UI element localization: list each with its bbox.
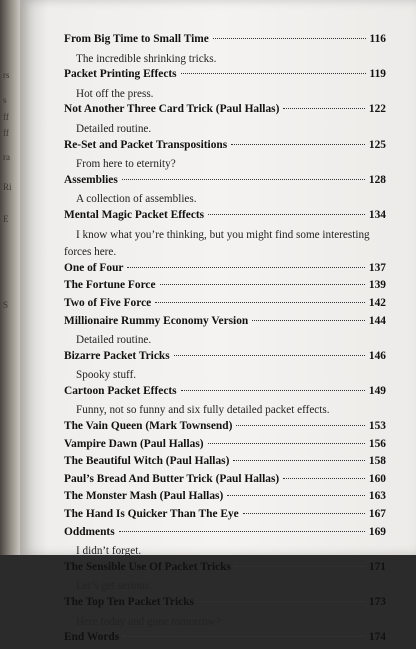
dot-leader (231, 144, 365, 145)
margin-mark: ff (3, 128, 9, 138)
dot-leader (198, 601, 365, 602)
page-number: 171 (368, 560, 386, 573)
margin-mark: E (3, 214, 9, 224)
toc-entry (64, 103, 386, 138)
entry-title: Assemblies (64, 173, 118, 186)
toc-line (64, 631, 386, 649)
dot-leader (174, 355, 365, 356)
margin-mark: rs (3, 70, 10, 80)
toc-entry (64, 508, 386, 526)
entry-title: Paul’s Bread And Butter Trick (Paul Hallas) (64, 472, 280, 485)
entry-description: The incredible shrinking tricks. (76, 52, 217, 65)
dot-leader (243, 513, 365, 514)
page-number: 116 (369, 33, 386, 45)
entry-title: Not Another Three Card Trick (Paul Hallas) (64, 103, 280, 116)
dot-leader (208, 214, 365, 215)
toc-entry (64, 385, 386, 420)
entry-title: Packet Printing Effects (64, 68, 177, 81)
entry-title: The Vain Queen (Mark Townsend) (64, 420, 233, 433)
page-number: 167 (368, 508, 386, 521)
toc-line (64, 490, 386, 508)
dot-leader (283, 108, 365, 109)
page-number: 125 (368, 138, 386, 151)
dot-leader (181, 390, 365, 391)
dot-leader (236, 425, 365, 426)
page-number: 174 (368, 631, 386, 644)
entry-title: The Hand Is Quicker Than The Eye (64, 508, 239, 521)
toc-entry (64, 561, 386, 596)
toc-line (64, 385, 386, 403)
dot-leader (122, 179, 365, 180)
entry-title: The Monster Mash (Paul Hallas) (64, 490, 224, 503)
toc-line (64, 139, 386, 157)
dot-leader (208, 443, 365, 444)
toc-entry (64, 420, 386, 438)
page-number: 156 (368, 437, 386, 450)
entry-description: Funny, not so funny and six fully detailed packet effects. (76, 404, 330, 417)
page-number: 137 (368, 261, 386, 274)
dot-leader (233, 460, 365, 461)
margin-mark: S (3, 300, 9, 310)
entry-title: Cartoon Packet Effects (64, 384, 177, 397)
margin-mark: Ri (3, 182, 12, 192)
toc-entry (64, 68, 386, 103)
toc-entry (64, 315, 386, 350)
toc-entry (64, 631, 386, 649)
entry-title: Oddments (64, 525, 115, 538)
entry-description: Here today and gone tomorrow? (76, 615, 221, 628)
page-number: 160 (368, 472, 386, 485)
toc-entry (64, 350, 386, 385)
toc-line (64, 103, 386, 121)
toc-line (64, 473, 386, 491)
toc-entry (64, 526, 386, 561)
dot-leader (123, 636, 365, 637)
toc-line (64, 420, 386, 438)
dot-leader (213, 38, 366, 39)
page-number: 153 (368, 420, 386, 433)
toc-line (64, 561, 386, 579)
entry-title: One of Four (64, 261, 124, 274)
toc-line (64, 526, 386, 544)
entry-description: A collection of assemblies. (76, 193, 197, 206)
entry-title: Millionaire Rummy Economy Version (64, 314, 249, 327)
entry-description: forces here. (64, 246, 117, 259)
book-page (20, 0, 416, 644)
table-of-contents (64, 33, 386, 649)
entry-title: The Fortune Force (64, 279, 156, 292)
entry-title: Mental Magic Packet Effects (64, 208, 205, 221)
entry-description: Let’s get serious. (76, 580, 153, 593)
entry-description: I didn’t forget. (76, 545, 142, 558)
entry-title: The Top Ten Packet Tricks (64, 596, 194, 608)
page-number: 158 (368, 455, 386, 468)
toc-line (64, 455, 386, 473)
margin-mark: ff (3, 112, 9, 122)
dot-leader (252, 320, 365, 321)
page-number: 149 (368, 384, 386, 397)
entry-description: From here to eternity? (76, 158, 176, 171)
entry-title: Two of Five Force (64, 296, 152, 309)
toc-line (64, 174, 386, 192)
toc-entry (64, 490, 386, 508)
entry-title: The Sensible Use Of Packet Tricks (64, 560, 231, 573)
entry-title: Bizarre Packet Tricks (64, 349, 170, 362)
entry-description: I know what you’re thinking, but you might find some interesting (76, 228, 370, 241)
toc-entry (64, 297, 386, 315)
dot-leader (235, 566, 365, 567)
page-number: 128 (368, 173, 386, 186)
toc-line (64, 596, 386, 614)
dot-leader (160, 284, 365, 285)
entry-title: Re-Set and Packet Transpositions (64, 138, 228, 151)
toc-entry (64, 33, 386, 68)
page-number: 134 (368, 208, 386, 221)
toc-line (64, 315, 386, 333)
entry-description: Spooky stuff. (76, 369, 137, 382)
toc-entry (64, 209, 386, 262)
toc-line (64, 279, 386, 297)
margin-mark: s (3, 95, 7, 105)
toc-line (64, 438, 386, 456)
toc-line (64, 33, 386, 51)
dot-leader (283, 478, 365, 479)
toc-line (64, 209, 386, 227)
page-number: 142 (368, 296, 386, 309)
toc-entry (64, 473, 386, 491)
toc-line (64, 297, 386, 315)
toc-line (64, 68, 386, 86)
page-number: 163 (368, 490, 386, 503)
entry-description: Hot off the press. (76, 87, 154, 100)
entry-title: From Big Time to Small Time (64, 33, 209, 45)
toc-entry (64, 174, 386, 209)
entry-title: The Beautiful Witch (Paul Hallas) (64, 455, 230, 468)
toc-line (64, 262, 386, 280)
entry-description: Detailed routine. (76, 334, 152, 347)
page-number: 122 (368, 103, 386, 116)
page-number: 119 (369, 68, 386, 81)
toc-entry (64, 262, 386, 280)
entry-description: Detailed routine. (76, 122, 152, 135)
page-number: 139 (368, 279, 386, 292)
toc-entry (64, 455, 386, 473)
toc-entry (64, 438, 386, 456)
margin-mark: ra (3, 152, 10, 162)
page-number: 146 (368, 349, 386, 362)
page-number: 173 (368, 596, 386, 608)
facing-page-edge (0, 0, 22, 555)
entry-title: Vampire Dawn (Paul Hallas) (64, 437, 204, 450)
toc-entry (64, 596, 386, 631)
page-number: 144 (368, 314, 386, 327)
dot-leader (181, 73, 366, 74)
dot-leader (155, 302, 365, 303)
page-number: 169 (368, 525, 386, 538)
entry-title: End Words (64, 631, 120, 644)
dot-leader (227, 495, 365, 496)
dot-leader (119, 531, 365, 532)
toc-line (64, 508, 386, 526)
toc-entry (64, 139, 386, 174)
toc-line (64, 350, 386, 368)
dot-leader (127, 267, 364, 268)
toc-entry (64, 279, 386, 297)
